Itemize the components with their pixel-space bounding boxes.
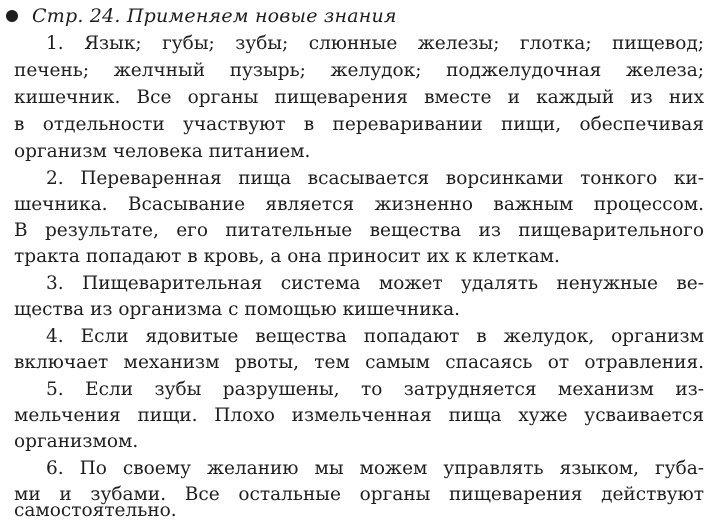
bullet-icon xyxy=(6,10,18,22)
paragraph-3-line-1: 3. Пищеварительная система может удалять ненужные ве- xyxy=(46,273,704,294)
paragraph-6-line-3: самостоятельно. xyxy=(14,500,177,521)
paragraph-2-line-3: В результате, его питательные вещества из пищеварительного xyxy=(14,220,704,241)
paragraph-1-line-5: организм человека питанием. xyxy=(14,141,311,162)
page-heading xyxy=(6,4,397,28)
paragraph-3-line-2: щества из организма с помощью кишечника. xyxy=(14,299,461,320)
paragraph-1-line-2: печень; желчный пузырь; желудок; поджелудочная железа; xyxy=(14,60,704,81)
paragraph-4-line-2: включает механизм рвоты, тем самым спасаясь от отравления. xyxy=(14,352,704,373)
paragraph-6-line-2: ми и зубами. Все остальные органы пищеварения действуют xyxy=(14,484,704,505)
paragraph-2-line-4: тракта попадают в кровь, а она приносит их к клеткам. xyxy=(14,246,560,267)
paragraph-6-line-1: 6. По своему желанию мы можем управлять языком, губа- xyxy=(46,458,704,479)
paragraph-5-line-1: 5. Если зубы разрушены, то затрудняется механизм из- xyxy=(46,379,704,400)
paragraph-5-line-2: мельчения пищи. Плохо измельченная пища хуже усваивается xyxy=(14,405,704,426)
paragraph-5-line-3: организмом. xyxy=(14,431,139,452)
paragraph-2-line-1: 2. Переваренная пища всасывается ворсинками тонкого ки- xyxy=(46,168,704,189)
paragraph-1-line-4: в отдельности участвуют в переваривании пищи, обеспечивая xyxy=(14,114,704,135)
paragraph-1-line-3: кишечник. Все органы пищеварения вместе и каждый из них xyxy=(14,87,704,108)
heading-text: Стр. 24. Применяем новые знания xyxy=(32,5,397,27)
paragraph-2-line-2: шечника. Всасывание является жизненно важным процессом. xyxy=(14,194,704,215)
paragraph-1-line-1: 1. Язык; губы; зубы; слюнные железы; глотка; пищевод; xyxy=(46,33,704,54)
paragraph-4-line-1: 4. Если ядовитые вещества попадают в желудок, организм xyxy=(46,326,704,347)
